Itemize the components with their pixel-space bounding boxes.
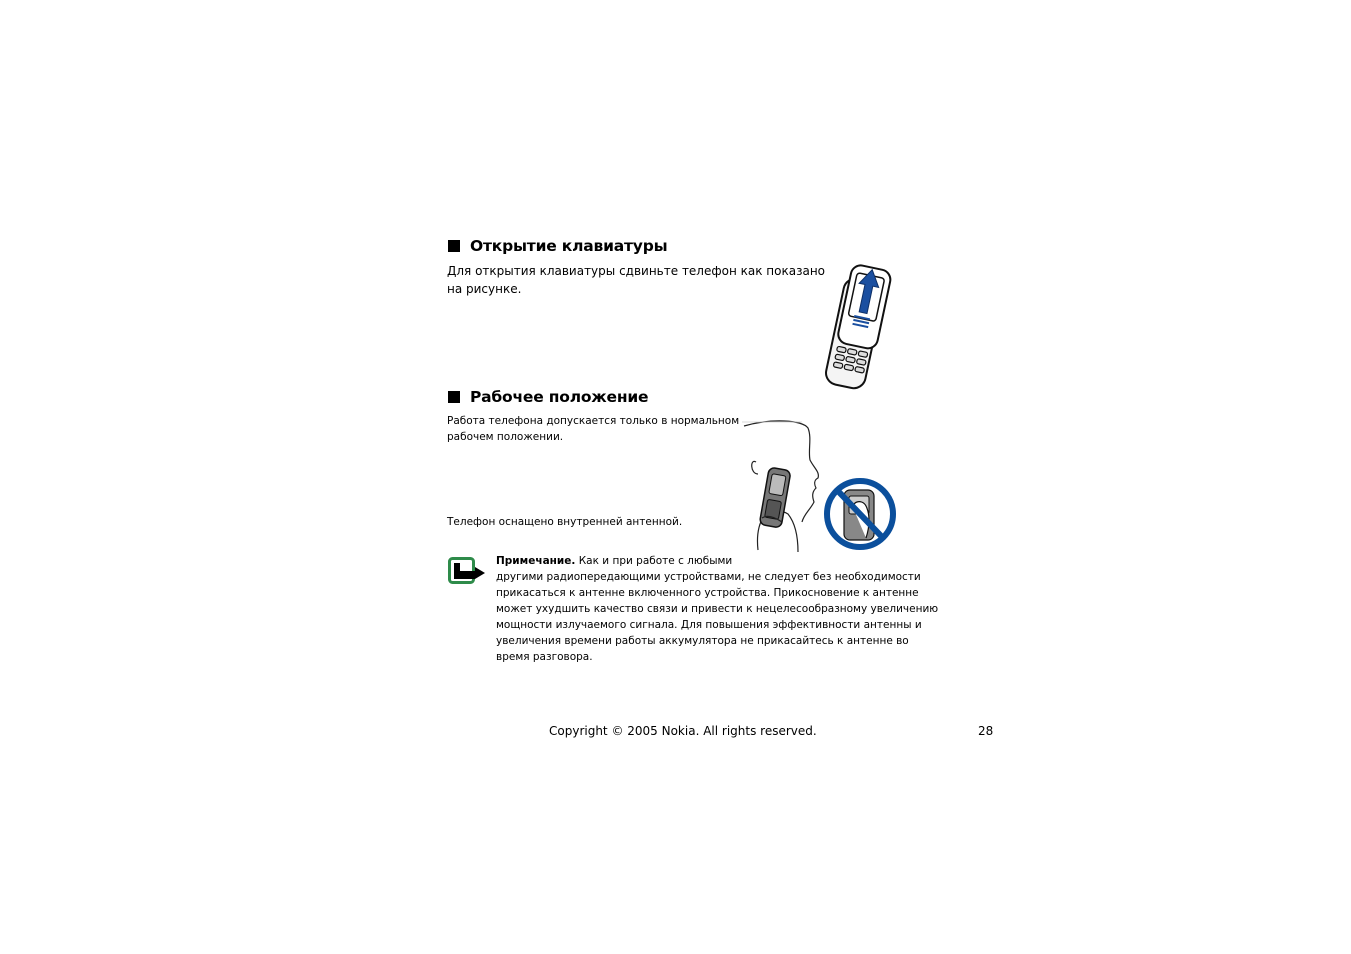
operating-position-illustration: [742, 418, 898, 554]
note-line: увеличения времени работы аккумулятора не прикасайтесь к антенне во: [496, 635, 909, 647]
page-number: 28: [978, 724, 994, 738]
paragraph-line: Работа телефона допускается только в нормальном: [447, 415, 740, 427]
note-first-line-text: Как и при работе с любыми: [575, 555, 733, 567]
slide-phone-illustration: [822, 262, 894, 392]
note-line: может ухудшить качество связи и привести к нецелесообразному увеличению: [496, 603, 939, 615]
note-line: мощности излучаемого сигнала. Для повышения эффективности антенны и: [496, 619, 922, 631]
heading-bullet-square: [448, 240, 460, 252]
note-label: Примечание.: [496, 555, 576, 567]
note-line: прикасаться к антенне включенного устройства. Прикосновение к антенне: [496, 587, 919, 599]
note-line: другими радиопередающими устройствами, не следует без необходимости: [496, 571, 921, 583]
antenna-paragraph: Телефон оснащено внутренней антенной.: [447, 516, 683, 528]
section-heading-position: Рабочее положение: [470, 388, 649, 406]
note-line: время разговора.: [496, 651, 593, 663]
paragraph-line: Для открытия клавиатуры сдвиньте телефон как показано: [447, 264, 825, 278]
section-heading-keyboard: Открытие клавиатуры: [470, 237, 668, 255]
paragraph-line: рабочем положении.: [447, 431, 564, 443]
paragraph-line: на рисунке.: [447, 282, 522, 296]
prohibition-icon: [827, 481, 893, 547]
note-first-line: [496, 553, 732, 569]
note-icon: [448, 557, 486, 585]
heading-bullet-square: [448, 391, 460, 403]
footer-copyright: Copyright © 2005 Nokia. All rights reserved.: [549, 724, 817, 738]
